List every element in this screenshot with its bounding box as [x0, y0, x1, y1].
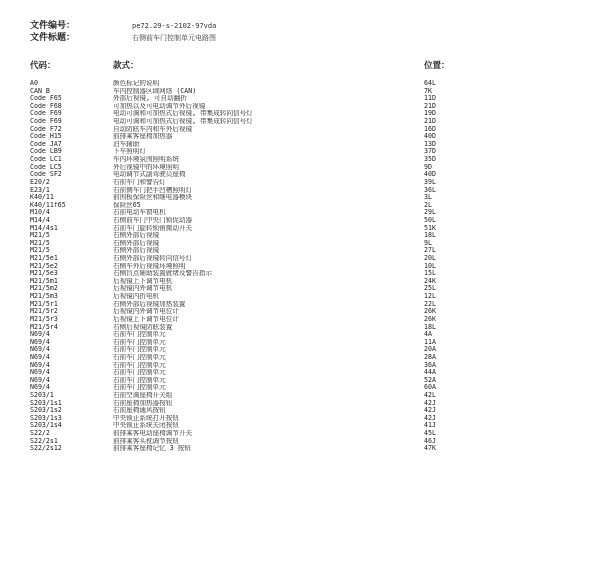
row-description: 右前座椅加热器按钮 — [113, 399, 173, 407]
row-description: 右前车门控制单元 — [113, 346, 166, 354]
row-code: E20/2 — [30, 178, 50, 186]
row-description: 中央锁止系统关闭按钮 — [113, 422, 179, 430]
row-description: 右前座椅通风按钮 — [113, 407, 166, 415]
table-row — [0, 301, 605, 309]
row-code: Code LC1 — [30, 156, 62, 164]
row-description: 车内环境氛围照明系统 — [113, 156, 179, 164]
row-description: 右前空调座椅开关组 — [113, 391, 173, 399]
row-code: K40/11f65 — [30, 201, 66, 209]
row-code: Code F69 — [30, 118, 62, 126]
table-row — [0, 415, 605, 423]
row-code: K40/11 — [30, 194, 54, 202]
table-row — [0, 141, 605, 149]
row-code: N69/4 — [30, 361, 50, 369]
doc-number-value: pe72.29-s-2102-97vda — [132, 22, 217, 30]
table-row — [0, 164, 605, 172]
row-code: N69/4 — [30, 369, 50, 377]
row-position: 28A — [424, 353, 436, 361]
row-description: 后视镜内折电机 — [113, 293, 160, 301]
row-description: 颜色标记的说明 — [113, 80, 160, 87]
row-position: 4A — [424, 331, 432, 339]
row-position: 50L — [424, 216, 436, 224]
table-row — [0, 422, 605, 430]
row-code: Code F72 — [30, 125, 62, 133]
row-position: 11A — [424, 338, 436, 346]
table-row — [0, 285, 605, 293]
table-row — [0, 263, 605, 271]
doc-title-label: 文件标题： — [30, 33, 76, 43]
row-position: 51K — [424, 224, 436, 232]
row-position: 44A — [424, 369, 436, 377]
row-position: 24K — [424, 277, 436, 285]
row-description: 右前车门控制单元 — [113, 369, 166, 377]
row-position: 11D — [424, 95, 436, 103]
table-row — [0, 225, 605, 233]
row-code: N69/4 — [30, 338, 50, 346]
row-description: 右侧外部后视镜转向信号灯 — [113, 255, 193, 263]
row-code: N69/4 — [30, 384, 50, 392]
row-position: 39L — [424, 178, 436, 186]
table-row — [0, 384, 605, 392]
table-row — [0, 240, 605, 248]
row-code: Code F68 — [30, 102, 62, 110]
table-row — [0, 202, 605, 210]
table-row — [0, 369, 605, 377]
row-description: 右前车门控制单元 — [113, 361, 166, 369]
row-description: 右侧盲点辅助装置就绪及警告指示 — [113, 270, 212, 278]
row-description: 中央锁止系统打开按钮 — [113, 414, 179, 422]
table-row — [0, 354, 605, 362]
row-position: 9L — [424, 239, 432, 247]
table-row — [0, 346, 605, 354]
row-position: 35D — [424, 156, 436, 164]
row-description: 后视镜内外调节电位计 — [113, 308, 179, 316]
component-list — [0, 80, 605, 453]
row-code: S203/1s2 — [30, 407, 62, 415]
table-row — [0, 400, 605, 408]
row-description: 右前车门控制单元 — [113, 331, 166, 339]
row-code: M21/5r1 — [30, 300, 58, 308]
row-code: M21/5 — [30, 232, 50, 240]
row-code: M21/5e1 — [30, 255, 58, 263]
row-position: 10L — [424, 262, 436, 270]
row-position: 29L — [424, 209, 436, 217]
row-description: 右侧车外后视镜环境照明 — [113, 262, 186, 270]
table-row — [0, 126, 605, 134]
table-row — [0, 392, 605, 400]
column-header-desc: 款式： — [113, 61, 139, 71]
row-position: 19D — [424, 110, 436, 118]
row-position: 15L — [424, 270, 436, 278]
row-position: 27L — [424, 247, 436, 255]
table-row — [0, 377, 605, 385]
table-row — [0, 278, 605, 286]
row-position: 42L — [424, 391, 436, 399]
table-row — [0, 80, 605, 88]
table-row — [0, 133, 605, 141]
row-description: 外部后视镜, 可自动翻折 — [113, 95, 187, 103]
doc-number-label: 文件编号： — [30, 21, 76, 31]
row-code: M21/5e3 — [30, 270, 58, 278]
row-code: M21/5r3 — [30, 315, 58, 323]
table-row — [0, 148, 605, 156]
row-description: 前排乘客座椅加热器 — [113, 133, 173, 141]
row-description: 外后视镜中的环境照明 — [113, 163, 179, 171]
row-position: 37D — [424, 148, 436, 156]
row-position: 40D — [424, 171, 436, 179]
row-position: 36L — [424, 186, 436, 194]
row-position: 13D — [424, 140, 436, 148]
row-position: 42J — [424, 407, 436, 415]
table-row — [0, 156, 605, 164]
row-position: 9D — [424, 163, 432, 171]
table-row — [0, 316, 605, 324]
table-row — [0, 103, 605, 111]
row-code: M21/5 — [30, 239, 50, 247]
row-description: 电动可调和可加热式后视镜, 带集成转向信号灯 — [113, 118, 253, 126]
table-row — [0, 171, 605, 179]
row-code: Code JA7 — [30, 140, 62, 148]
row-description: 右前车门控制单元 — [113, 338, 166, 346]
table-row — [0, 209, 605, 217]
row-description: 右前车门和警告灯 — [113, 178, 166, 186]
row-position: 40D — [424, 133, 436, 141]
row-code: N69/4 — [30, 331, 50, 339]
row-position: 42J — [424, 414, 436, 422]
column-header-pos: 位置： — [424, 61, 450, 71]
table-row — [0, 88, 605, 96]
table-row — [0, 118, 605, 126]
row-position: 18L — [424, 232, 436, 240]
row-description: 电动可调和可加热式后视镜, 带集成转向信号灯 — [113, 110, 253, 118]
row-code: Code LC5 — [30, 163, 62, 171]
table-row — [0, 293, 605, 301]
row-code: M21/5e2 — [30, 262, 58, 270]
row-position: 20A — [424, 346, 436, 354]
row-code: M14/4s1 — [30, 224, 58, 232]
table-row — [0, 194, 605, 202]
row-position: 45L — [424, 430, 436, 438]
row-description: 右侧后视镜防眩装置 — [113, 323, 173, 331]
table-row — [0, 232, 605, 240]
row-code: M21/5m3 — [30, 293, 58, 301]
row-position: 46J — [424, 437, 436, 445]
row-position: 2L — [424, 201, 432, 209]
row-position: 21D — [424, 102, 436, 110]
doc-title-value: 右侧前车门控制单元电路图 — [132, 34, 216, 42]
row-position: 25L — [424, 285, 436, 293]
row-position: 7K — [424, 87, 432, 95]
row-code: S22/2 — [30, 430, 50, 438]
table-row — [0, 179, 605, 187]
row-code: M21/5m2 — [30, 285, 58, 293]
table-row — [0, 95, 605, 103]
table-row — [0, 430, 605, 438]
row-code: S203/1s3 — [30, 414, 62, 422]
row-description: 右前车门控制单元 — [113, 384, 166, 392]
row-position: 3L — [424, 194, 432, 202]
row-code: CAN B — [30, 87, 50, 95]
row-description: 自动防眩车内和车外后视镜 — [113, 125, 193, 133]
row-description: 后视镜上下调节电机 — [113, 277, 173, 285]
row-position: 21D — [424, 118, 436, 126]
row-description: 前排乘客座椅记忆 3 按钮 — [113, 445, 191, 453]
row-description: 右侧外部后视镜 — [113, 232, 160, 240]
table-row — [0, 110, 605, 118]
row-position: 41J — [424, 422, 436, 430]
row-description: 右前车门控制单元 — [113, 376, 166, 384]
row-description: 泊车辅助 — [113, 140, 140, 148]
row-position: 64L — [424, 80, 436, 87]
row-code: Code F65 — [30, 95, 62, 103]
row-code: M10/4 — [30, 209, 50, 217]
row-position: 18L — [424, 323, 436, 331]
row-description: 电动调节式副驾驶员座椅 — [113, 171, 186, 179]
row-description: 右前电动车窗电机 — [113, 209, 166, 217]
row-code: S22/2s1 — [30, 437, 58, 445]
row-code: M21/5r2 — [30, 308, 58, 316]
row-description: 右侧外部后视镜 — [113, 247, 160, 255]
row-code: M21/5r4 — [30, 323, 58, 331]
row-position: 16D — [424, 125, 436, 133]
row-code: A0 — [30, 80, 38, 87]
table-row — [0, 407, 605, 415]
row-code: N69/4 — [30, 376, 50, 384]
row-description: 后视镜内外调节电机 — [113, 285, 173, 293]
row-position: 26K — [424, 315, 436, 323]
table-row — [0, 308, 605, 316]
table-row — [0, 438, 605, 446]
row-code: M21/5 — [30, 247, 50, 255]
row-description: 车内控制器区域网络 (CAN) — [113, 87, 197, 95]
row-description: 前排乘客电动座椅调节开关 — [113, 430, 193, 438]
row-description: 下车照明灯 — [113, 148, 146, 156]
row-description: 右前车门旋转锁销微动开关 — [113, 224, 193, 232]
row-code: E23/1 — [30, 186, 50, 194]
row-position: 22L — [424, 300, 436, 308]
row-description: 右前车门控制单元 — [113, 353, 166, 361]
row-description: 右侧前车门中央门锁促动器 — [113, 216, 193, 224]
row-code: M14/4 — [30, 216, 50, 224]
row-code: Code F69 — [30, 110, 62, 118]
column-header-code: 代码： — [30, 61, 56, 71]
row-code: Code H15 — [30, 133, 62, 141]
row-code: S203/1s1 — [30, 399, 62, 407]
row-description: 右侧外部后视镜 — [113, 239, 160, 247]
table-row — [0, 324, 605, 332]
table-row — [0, 270, 605, 278]
row-position: 52A — [424, 376, 436, 384]
table-row — [0, 339, 605, 347]
row-position: 20L — [424, 255, 436, 263]
row-description: 右侧外部后视镜加热装置 — [113, 300, 186, 308]
table-row — [0, 217, 605, 225]
table-row — [0, 247, 605, 255]
row-description: 前围板保险丝和继电器模块 — [113, 194, 193, 202]
row-code: N69/4 — [30, 353, 50, 361]
row-code: S203/1s4 — [30, 422, 62, 430]
row-description: 后视镜上下调节电位计 — [113, 315, 179, 323]
row-description: 前排乘客头枕调节按钮 — [113, 437, 179, 445]
table-row — [0, 331, 605, 339]
row-position: 60A — [424, 384, 436, 392]
row-description: 可加热以及可电动调节外后视镜 — [113, 102, 206, 110]
row-description: 保险丝65 — [113, 201, 141, 209]
row-code: S203/1 — [30, 391, 54, 399]
row-position: 26K — [424, 308, 436, 316]
row-code: Code SF2 — [30, 171, 62, 179]
row-description: 右前侧车门把手凹槽照明灯 — [113, 186, 193, 194]
row-position: 47K — [424, 445, 436, 453]
row-code: Code LB9 — [30, 148, 62, 156]
table-row — [0, 362, 605, 370]
table-row — [0, 445, 605, 453]
row-position: 42J — [424, 399, 436, 407]
row-code: M21/5m1 — [30, 277, 58, 285]
table-row — [0, 255, 605, 263]
row-code: S22/2s12 — [30, 445, 62, 453]
row-position: 36A — [424, 361, 436, 369]
row-code: N69/4 — [30, 346, 50, 354]
row-position: 12L — [424, 293, 436, 301]
table-row — [0, 187, 605, 195]
